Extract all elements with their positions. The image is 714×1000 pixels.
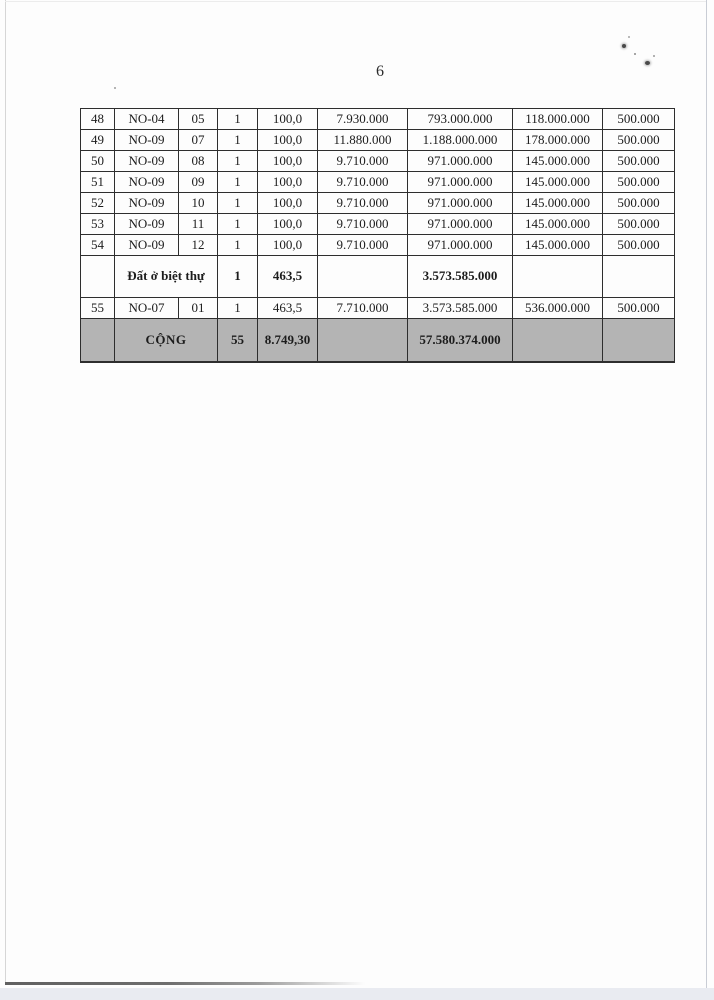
table-cell xyxy=(81,256,115,298)
table-cell: 145.000.000 xyxy=(513,193,603,214)
table-cell xyxy=(81,319,115,362)
table-cell: 1 xyxy=(218,130,258,151)
table-cell: 3.573.585.000 xyxy=(408,298,513,319)
scan-edge-left xyxy=(5,0,6,984)
table-cell: 500.000 xyxy=(603,214,675,235)
table-cell: 1 xyxy=(218,214,258,235)
table-cell: 01 xyxy=(179,298,218,319)
table-cell: 971.000.000 xyxy=(408,151,513,172)
table-cell: CỘNG xyxy=(115,319,218,362)
table-cell: 08 xyxy=(179,151,218,172)
table-cell xyxy=(603,256,675,298)
table-cell: 50 xyxy=(81,151,115,172)
table-cell: 9.710.000 xyxy=(318,214,408,235)
table-cell: 51 xyxy=(81,172,115,193)
table-cell: 145.000.000 xyxy=(513,172,603,193)
table-cell xyxy=(603,319,675,362)
table-cell: NO-09 xyxy=(115,151,179,172)
table-cell: 971.000.000 xyxy=(408,172,513,193)
table-row xyxy=(81,151,675,172)
table-cell: 7.930.000 xyxy=(318,109,408,130)
table-cell: 100,0 xyxy=(258,214,318,235)
table-cell: 145.000.000 xyxy=(513,151,603,172)
allotment-price-table xyxy=(80,108,675,363)
table-cell: 52 xyxy=(81,193,115,214)
scan-edge-right xyxy=(706,0,707,988)
table-cell: 500.000 xyxy=(603,193,675,214)
table-cell: 9.710.000 xyxy=(318,172,408,193)
table-cell: 145.000.000 xyxy=(513,214,603,235)
table-cell: 145.000.000 xyxy=(513,235,603,256)
table-cell: 971.000.000 xyxy=(408,193,513,214)
table-cell: 1 xyxy=(218,298,258,319)
table-cell: 100,0 xyxy=(258,235,318,256)
scan-shadow-bottom xyxy=(5,982,365,985)
table-cell: 11.880.000 xyxy=(318,130,408,151)
table-row xyxy=(81,109,675,130)
dust-speckle xyxy=(114,87,116,89)
table-cell: 500.000 xyxy=(603,172,675,193)
table-cell: 100,0 xyxy=(258,109,318,130)
table-cell xyxy=(513,256,603,298)
table-cell: NO-09 xyxy=(115,172,179,193)
table-cell: 1 xyxy=(218,172,258,193)
table-cell: 971.000.000 xyxy=(408,235,513,256)
table-cell: NO-07 xyxy=(115,298,179,319)
table-cell: 1 xyxy=(218,256,258,298)
ink-smudge-dot xyxy=(622,44,626,48)
table-cell: 7.710.000 xyxy=(318,298,408,319)
table-cell: 09 xyxy=(179,172,218,193)
page-number: 6 xyxy=(376,63,384,80)
table-cell: 971.000.000 xyxy=(408,214,513,235)
table-cell: Đất ở biệt thự xyxy=(115,256,218,298)
table-row xyxy=(81,214,675,235)
ink-smudge-dot xyxy=(628,36,630,38)
table-row xyxy=(81,193,675,214)
table-cell: 100,0 xyxy=(258,193,318,214)
ink-smudge-dot xyxy=(634,53,636,55)
table-cell: 07 xyxy=(179,130,218,151)
table-cell: 500.000 xyxy=(603,109,675,130)
table-cell: 49 xyxy=(81,130,115,151)
table-cell: 9.710.000 xyxy=(318,235,408,256)
table-row xyxy=(81,172,675,193)
table-cell: 55 xyxy=(218,319,258,362)
table-cell: 500.000 xyxy=(603,130,675,151)
table-cell: 48 xyxy=(81,109,115,130)
table-cell: 57.580.374.000 xyxy=(408,319,513,362)
table-cell: 463,5 xyxy=(258,256,318,298)
table-cell: 463,5 xyxy=(258,298,318,319)
table-row xyxy=(81,235,675,256)
table-cell: 100,0 xyxy=(258,172,318,193)
table-cell: 500.000 xyxy=(603,298,675,319)
table-cell xyxy=(318,319,408,362)
table-cell: 536.000.000 xyxy=(513,298,603,319)
allotment-table-body xyxy=(81,109,675,362)
table-cell: 54 xyxy=(81,235,115,256)
table-cell xyxy=(513,319,603,362)
table-cell xyxy=(318,256,408,298)
table-cell: 1 xyxy=(218,151,258,172)
table-total-row xyxy=(81,319,675,362)
table-cell: 53 xyxy=(81,214,115,235)
table-cell: 118.000.000 xyxy=(513,109,603,130)
scan-edge-top xyxy=(5,1,707,2)
table-cell: NO-09 xyxy=(115,235,179,256)
table-cell: 1 xyxy=(218,109,258,130)
table-cell: NO-09 xyxy=(115,130,179,151)
table-row xyxy=(81,130,675,151)
table-cell: 8.749,30 xyxy=(258,319,318,362)
scan-edge-bottom xyxy=(0,988,714,1000)
table-cell: 500.000 xyxy=(603,151,675,172)
table-cell: 793.000.000 xyxy=(408,109,513,130)
table-cell: 100,0 xyxy=(258,151,318,172)
table-cell: 11 xyxy=(179,214,218,235)
table-cell: NO-09 xyxy=(115,214,179,235)
table-cell: 9.710.000 xyxy=(318,193,408,214)
table-cell: 55 xyxy=(81,298,115,319)
table-cell: 10 xyxy=(179,193,218,214)
table-row xyxy=(81,298,675,319)
ink-smudge-dot xyxy=(653,55,655,57)
table-cell: 1.188.000.000 xyxy=(408,130,513,151)
table-cell: NO-04 xyxy=(115,109,179,130)
table-subtotal-row xyxy=(81,256,675,298)
table-cell: 1 xyxy=(218,193,258,214)
table-cell: 1 xyxy=(218,235,258,256)
table-cell: 05 xyxy=(179,109,218,130)
table-cell: NO-09 xyxy=(115,193,179,214)
table-cell: 178.000.000 xyxy=(513,130,603,151)
ink-smudge-dot xyxy=(645,61,650,65)
table-cell: 9.710.000 xyxy=(318,151,408,172)
table-cell: 3.573.585.000 xyxy=(408,256,513,298)
table-cell: 12 xyxy=(179,235,218,256)
table-cell: 100,0 xyxy=(258,130,318,151)
table-cell: 500.000 xyxy=(603,235,675,256)
